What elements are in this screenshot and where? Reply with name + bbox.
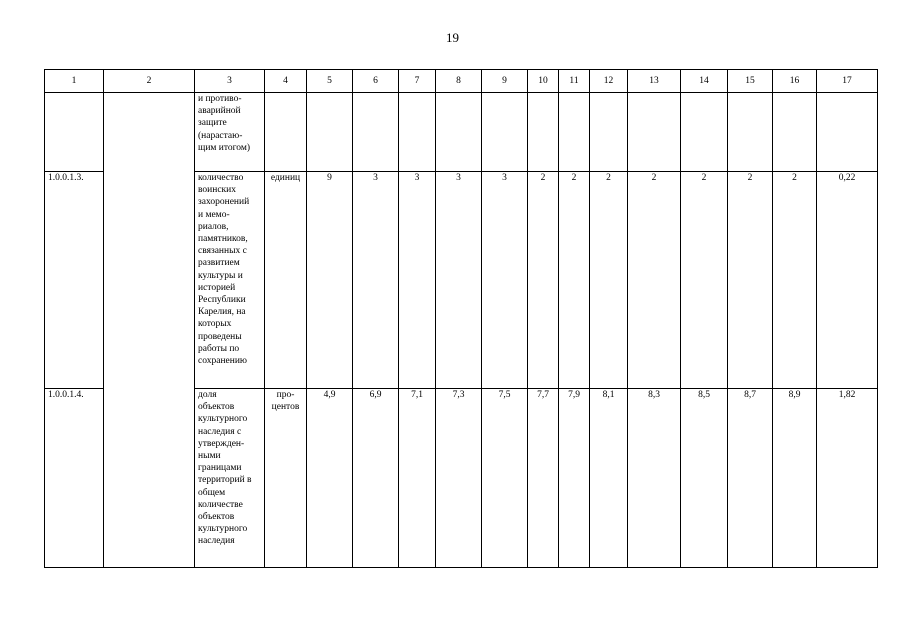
table-row xyxy=(45,93,878,172)
value-cell xyxy=(628,93,681,172)
value-cell: 4,9 xyxy=(307,389,353,568)
column-header: 15 xyxy=(728,70,773,93)
column-header: 14 xyxy=(681,70,728,93)
value-cell: 8,3 xyxy=(628,389,681,568)
column-number-header-row xyxy=(45,70,878,93)
column-header: 3 xyxy=(195,70,265,93)
value-cell xyxy=(399,93,436,172)
value-cell xyxy=(436,93,482,172)
column-header: 1 xyxy=(45,70,104,93)
indicator-code xyxy=(45,93,104,172)
column-header: 5 xyxy=(307,70,353,93)
column-header: 13 xyxy=(628,70,681,93)
value-cell: 2 xyxy=(681,172,728,389)
value-cell: 2 xyxy=(628,172,681,389)
value-cell xyxy=(681,93,728,172)
value-cell: 9 xyxy=(307,172,353,389)
total-cell xyxy=(817,93,878,172)
value-cell: 7,3 xyxy=(436,389,482,568)
value-cell xyxy=(559,93,590,172)
value-cell: 8,5 xyxy=(681,389,728,568)
column-header: 6 xyxy=(353,70,399,93)
value-cell: 6,9 xyxy=(353,389,399,568)
column-header: 10 xyxy=(528,70,559,93)
column-header: 9 xyxy=(482,70,528,93)
value-cell: 7,9 xyxy=(559,389,590,568)
indicator-name: и противо- аварийной защите (нарастаю- щим итогом) xyxy=(195,93,265,172)
column-header: 16 xyxy=(773,70,817,93)
value-cell: 8,1 xyxy=(590,389,628,568)
value-cell: 2 xyxy=(590,172,628,389)
column-header: 17 xyxy=(817,70,878,93)
indicator-code: 1.0.0.1.3. xyxy=(45,172,104,389)
value-cell xyxy=(353,93,399,172)
value-cell: 8,7 xyxy=(728,389,773,568)
column-header: 7 xyxy=(399,70,436,93)
indicator-name: количество воинских захоронений и мемо- риалов, памятников, связанных с развитием культуры и историей Республики Карелия, на которых проведены работы по сохранению xyxy=(195,172,265,389)
column-header: 4 xyxy=(265,70,307,93)
value-cell xyxy=(528,93,559,172)
value-cell xyxy=(773,93,817,172)
column-header: 8 xyxy=(436,70,482,93)
page-number: 19 xyxy=(446,30,459,45)
value-cell: 8,9 xyxy=(773,389,817,568)
value-cell: 2 xyxy=(773,172,817,389)
unit-cell: про- центов xyxy=(265,389,307,568)
indicators-table xyxy=(44,69,878,568)
total-cell: 0,22 xyxy=(817,172,878,389)
value-cell: 3 xyxy=(482,172,528,389)
unit-cell: единиц xyxy=(265,172,307,389)
value-cell xyxy=(482,93,528,172)
value-cell xyxy=(728,93,773,172)
column-header: 2 xyxy=(104,70,195,93)
value-cell: 7,5 xyxy=(482,389,528,568)
value-cell: 3 xyxy=(436,172,482,389)
value-cell: 2 xyxy=(528,172,559,389)
value-cell xyxy=(590,93,628,172)
total-cell: 1,82 xyxy=(817,389,878,568)
value-cell: 7,1 xyxy=(399,389,436,568)
value-cell: 2 xyxy=(559,172,590,389)
column-header: 11 xyxy=(559,70,590,93)
merged-empty-cell xyxy=(104,93,195,568)
column-header: 12 xyxy=(590,70,628,93)
value-cell xyxy=(307,93,353,172)
unit-cell xyxy=(265,93,307,172)
value-cell: 3 xyxy=(353,172,399,389)
value-cell: 7,7 xyxy=(528,389,559,568)
value-cell: 3 xyxy=(399,172,436,389)
value-cell: 2 xyxy=(728,172,773,389)
indicator-name: доля объектов культурного наследия с утвержден- ными границами территорий в общем количестве объектов культурного наследия xyxy=(195,389,265,568)
indicator-code: 1.0.0.1.4. xyxy=(45,389,104,568)
